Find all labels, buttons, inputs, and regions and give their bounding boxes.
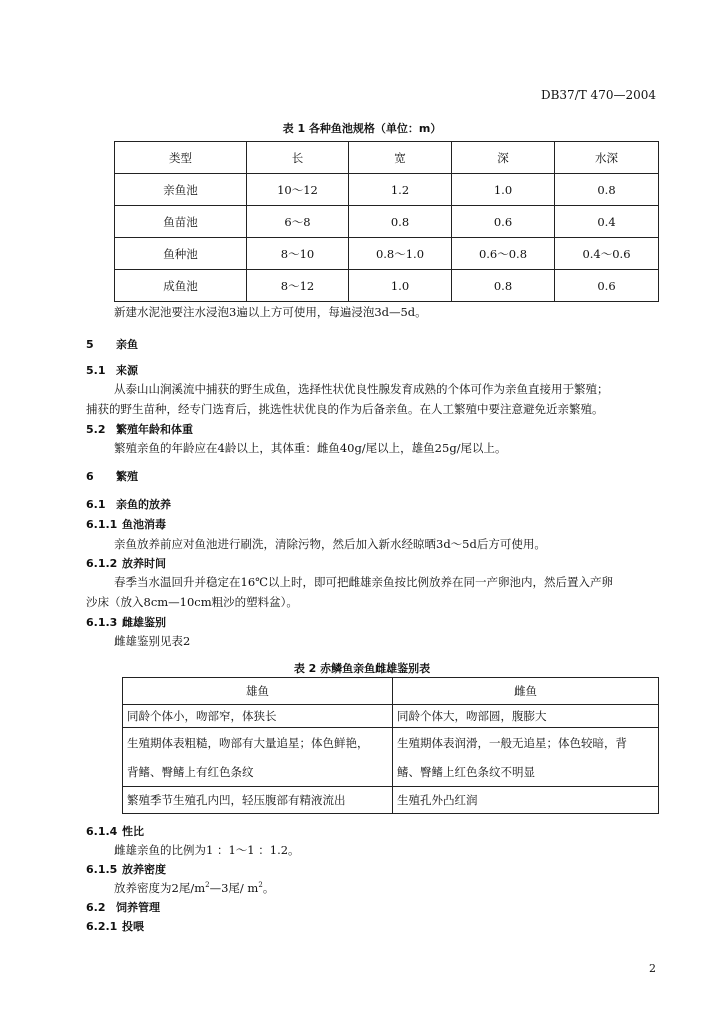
section-title: 亲鱼的放养 xyxy=(116,498,171,511)
section-6-1-1-heading xyxy=(86,516,166,532)
table-cell: 生殖孔外凸红润 xyxy=(393,787,659,814)
table-cell: 1.0 xyxy=(349,270,452,302)
table-cell: 0.6 xyxy=(452,206,555,238)
section-number: 6.1.2 xyxy=(86,557,118,570)
section-title: 亲鱼 xyxy=(116,338,138,351)
table-row xyxy=(115,206,659,238)
section-title: 放养密度 xyxy=(122,863,166,876)
table-row xyxy=(123,728,659,758)
table-cell: 0.4～0.6 xyxy=(555,238,659,270)
section-number: 6 xyxy=(86,470,94,483)
table-cell: 8～10 xyxy=(247,238,349,270)
section-title: 繁殖 xyxy=(116,470,138,483)
table-row xyxy=(123,705,659,728)
table-cell: 1.2 xyxy=(349,174,452,206)
table-cell: 同龄个体大，吻部圆，腹膨大 xyxy=(393,705,659,728)
section-number: 6.2 xyxy=(86,901,106,914)
table-row xyxy=(115,270,659,302)
paragraph-line: 从泰山山涧溪流中捕获的野生成鱼，选择性状优良性腺发育成熟的个体可作为亲鱼直接用于繁殖； xyxy=(114,382,609,396)
text-part: 。 xyxy=(262,881,275,895)
table-header-cell: 雄鱼 xyxy=(123,678,393,705)
section-title: 饲养管理 xyxy=(116,901,160,914)
table-cell: 0.8 xyxy=(452,270,555,302)
document-id: DB37/T 470—2004 xyxy=(540,88,656,102)
paragraph-line: 繁殖亲鱼的年龄应在4龄以上，其体重：雌鱼40g/尾以上，雄鱼25g/尾以上。 xyxy=(114,441,507,455)
section-number: 6.2.1 xyxy=(86,920,118,933)
section-5-2-heading xyxy=(86,421,193,437)
paragraph-line: 亲鱼放养前应对鱼池进行刷洗，清除污物，然后加入新水经晾晒3d～5d后方可使用。 xyxy=(114,537,546,551)
section-title: 来源 xyxy=(116,364,138,377)
section-6-1-5-heading xyxy=(86,861,166,877)
section-6-2-1-heading xyxy=(86,918,144,934)
table-cell: 成鱼池 xyxy=(115,270,247,302)
superscript: 2 xyxy=(205,881,210,890)
section-title: 放养时间 xyxy=(122,557,166,570)
section-5-heading xyxy=(86,336,138,352)
table-cell: 亲鱼池 xyxy=(115,174,247,206)
section-title: 雌雄鉴别 xyxy=(122,616,166,629)
table-cell: 背鳍、臀鳍上有红色条纹 xyxy=(123,757,393,787)
text-part: 放养密度为2尾/m xyxy=(114,881,206,895)
table-header-cell: 深 xyxy=(452,142,555,174)
table-cell: 鱼苗池 xyxy=(115,206,247,238)
table-cell: 0.8～1.0 xyxy=(349,238,452,270)
table-header-row xyxy=(123,678,659,705)
section-6-1-heading xyxy=(86,496,171,512)
table-header-row xyxy=(115,142,659,174)
table-header-cell: 类型 xyxy=(115,142,247,174)
table-cell: 0.6 xyxy=(555,270,659,302)
table-cell: 0.8 xyxy=(555,174,659,206)
table-cell: 10～12 xyxy=(247,174,349,206)
section-number: 6.1 xyxy=(86,498,106,511)
section-number: 5 xyxy=(86,338,94,351)
section-6-heading xyxy=(86,468,138,484)
table2-caption: 表 2 赤鳞鱼亲鱼雌雄鉴别表 xyxy=(293,662,431,675)
section-title: 投喂 xyxy=(122,920,144,933)
superscript: 2 xyxy=(258,881,263,890)
paragraph-line: 雌雄亲鱼的比例为1 ：1～1 ：1.2。 xyxy=(114,843,300,857)
page-number: 2 xyxy=(649,962,656,975)
section-number: 6.1.5 xyxy=(86,863,118,876)
table-cell: 1.0 xyxy=(452,174,555,206)
paragraph-line: 春季当水温回升并稳定在16℃以上时，即可把雌雄亲鱼按比例放养在同一产卵池内，然后置入产卵 xyxy=(114,575,613,589)
table-cell: 生殖期体表粗糙，吻部有大量追星；体色鲜艳， xyxy=(123,728,393,758)
section-title: 鱼池消毒 xyxy=(122,518,166,531)
table-cell: 0.6～0.8 xyxy=(452,238,555,270)
pond-spec-table xyxy=(114,141,659,302)
table-cell: 鱼种池 xyxy=(115,238,247,270)
section-number: 6.1.3 xyxy=(86,616,118,629)
section-title: 性比 xyxy=(122,825,144,838)
table-row xyxy=(115,238,659,270)
paragraph-line: 沙床（放入8cm—10cm粗沙的塑料盆）。 xyxy=(86,595,298,609)
table-cell: 繁殖季节生殖孔内凹，轻压腹部有精液流出 xyxy=(123,787,393,814)
table-header-cell: 宽 xyxy=(349,142,452,174)
section-number: 6.1.4 xyxy=(86,825,118,838)
paragraph-line: 捕获的野生苗种，经专门选育后，挑选性状优良的作为后备亲鱼。在人工繁殖中要注意避免近亲繁殖。 xyxy=(86,402,604,416)
section-number: 5.1 xyxy=(86,364,106,377)
section-title: 繁殖年龄和体重 xyxy=(116,423,193,436)
text-part: —3尾/ m xyxy=(209,881,259,895)
table-header-cell: 水深 xyxy=(555,142,659,174)
table-cell: 鳍、臀鳍上红色条纹不明显 xyxy=(393,757,659,787)
table-header-cell: 长 xyxy=(247,142,349,174)
section-6-2-heading xyxy=(86,899,160,915)
table-cell: 0.8 xyxy=(349,206,452,238)
section-6-1-4-heading xyxy=(86,823,144,839)
table-header-cell: 雌鱼 xyxy=(393,678,659,705)
table1-note: 新建水泥池要注水浸泡3遍以上方可使用，每遍浸泡3d—5d。 xyxy=(114,305,427,319)
section-6-1-3-heading xyxy=(86,614,166,630)
paragraph-line: 雌雄鉴别见表2 xyxy=(114,634,191,648)
table-cell: 生殖期体表润滑，一般无追星；体色较暗，背 xyxy=(393,728,659,758)
table-row xyxy=(123,787,659,814)
table-cell: 8～12 xyxy=(247,270,349,302)
table-row xyxy=(123,757,659,787)
table-cell: 0.4 xyxy=(555,206,659,238)
table-row xyxy=(115,174,659,206)
sex-identification-table xyxy=(122,677,659,814)
table-cell: 6～8 xyxy=(247,206,349,238)
section-number: 6.1.1 xyxy=(86,518,118,531)
table-cell: 同龄个体小，吻部窄，体狭长 xyxy=(123,705,393,728)
table1-caption: 表 1 各种鱼池规格（单位：m） xyxy=(282,122,442,135)
stocking-density-text xyxy=(114,880,274,896)
section-5-1-heading xyxy=(86,362,138,378)
section-6-1-2-heading xyxy=(86,555,166,571)
section-number: 5.2 xyxy=(86,423,106,436)
